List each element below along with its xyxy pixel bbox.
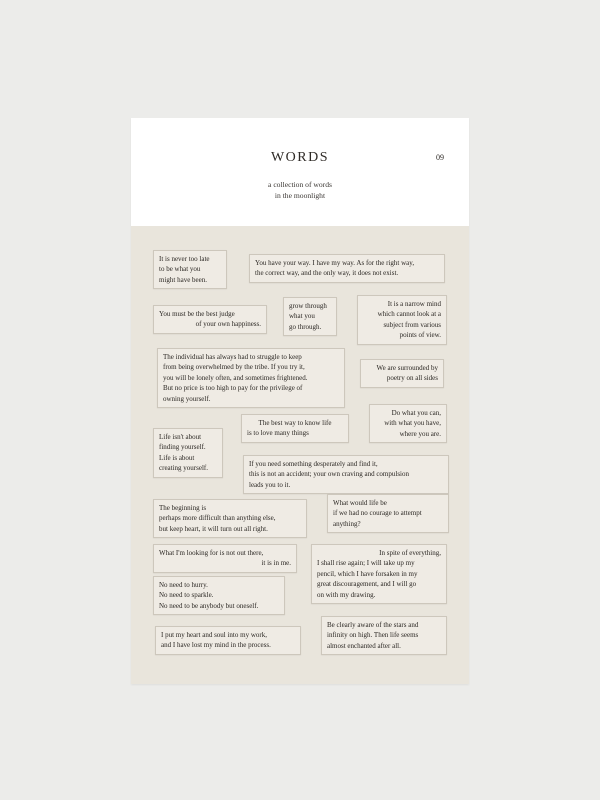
quote-sticker <box>321 616 447 655</box>
quote-line: creating yourself. <box>159 464 208 473</box>
quote-line: subject from various <box>383 320 441 329</box>
quote-sticker <box>155 626 301 655</box>
quote-line: is to love many things <box>247 429 309 438</box>
quote-sticker <box>153 544 297 573</box>
quote-line: finding yourself. <box>159 443 206 452</box>
quote-line: might have been. <box>159 275 208 284</box>
quote-line: with what you have, <box>384 419 441 428</box>
quote-line: leads you to it. <box>249 480 291 489</box>
quote-line: poetry on all sides <box>386 374 438 383</box>
quote-line: What I'm looking for is not out there, <box>159 549 264 557</box>
quote-sticker <box>360 359 444 388</box>
quote-line: Life isn't about <box>159 433 202 441</box>
sticker-area <box>131 226 469 684</box>
quote-sticker <box>153 250 227 289</box>
sticker-sheet <box>131 118 469 684</box>
quote-line: almost enchanted after all. <box>327 641 401 650</box>
quote-sticker <box>249 254 445 283</box>
quote-line: what you <box>289 312 315 321</box>
quote-line: anything? <box>333 519 361 528</box>
quote-sticker <box>327 494 449 533</box>
subtitle-line: a collection of words <box>268 180 332 189</box>
quote-sticker <box>153 576 285 615</box>
quote-sticker <box>357 295 447 345</box>
quote-line: The best way to know life <box>258 419 332 427</box>
quote-line: of your own happiness. <box>195 320 261 329</box>
quote-line: pencil, which I have forsaken in my <box>317 569 418 578</box>
quote-line: No need to sparkle. <box>159 591 214 600</box>
quote-line: and I have lost my mind in the process. <box>161 641 271 650</box>
quote-line: owning yourself. <box>163 394 211 403</box>
quote-line: to be what you <box>159 265 201 274</box>
quote-line: You have your way. I have my way. As for the right way, <box>255 259 415 267</box>
page-number: 09 <box>436 153 444 162</box>
quote-line: No need to be anybody but oneself. <box>159 601 259 610</box>
quote-sticker <box>157 348 345 408</box>
quote-line: Be clearly aware of the stars and <box>327 621 419 629</box>
quote-line: What would life be <box>333 499 387 507</box>
quote-line: great discouragement, and I will go <box>317 580 417 589</box>
quote-line: Life is about <box>159 453 195 462</box>
quote-line: go through. <box>289 322 322 331</box>
quote-line: if we had no courage to attempt <box>333 509 422 518</box>
quote-sticker <box>283 297 337 336</box>
sheet-subtitle <box>131 179 469 201</box>
quote-line: you will be lonely often, and sometimes frightened. <box>163 373 308 382</box>
quote-line: You must be the best judge <box>159 310 235 318</box>
quote-line: No need to hurry. <box>159 581 208 589</box>
quote-line: We are surrounded by <box>376 364 438 372</box>
quote-line: on with my drawing. <box>317 590 376 599</box>
quote-sticker <box>153 499 307 538</box>
quote-line: It is never too late <box>159 255 210 263</box>
subtitle-line: in the moonlight <box>274 191 326 200</box>
sheet-title: WORDS <box>270 150 330 165</box>
quote-line: but keep heart, it will turn out all right. <box>159 524 268 533</box>
quote-line: points of view. <box>399 331 441 340</box>
quote-line: But no price is too high to pay for the privilege of <box>163 384 303 393</box>
quote-sticker <box>241 414 349 443</box>
quote-line: it is in me. <box>261 559 291 568</box>
quote-line: the correct way, and the only way, it does not exist. <box>255 269 399 278</box>
quote-line: The beginning is <box>159 504 207 512</box>
quote-line: I shall rise again; I will take up my <box>317 559 415 568</box>
quote-line: where you are. <box>399 429 441 438</box>
quote-sticker <box>369 404 447 443</box>
quote-line: this is not an accident; your own craving and compulsion <box>249 470 409 479</box>
quote-line: It is a narrow mind <box>387 300 441 308</box>
quote-line: perhaps more difficult than anything else, <box>159 514 276 523</box>
quote-sticker <box>153 305 267 334</box>
quote-line: which cannot look at a <box>377 310 441 319</box>
quote-line: Do what you can, <box>391 409 441 417</box>
quote-line: I put my heart and soul into my work, <box>161 631 267 639</box>
quote-line: If you need something desperately and find it, <box>249 460 378 468</box>
quote-line: infinity on high. Then life seems <box>327 631 419 640</box>
quote-line: grow through <box>289 302 327 310</box>
quote-line: from being overwhelmed by the tribe. If you try it, <box>163 363 305 372</box>
quote-line: In spite of everything, <box>379 549 441 557</box>
quote-sticker <box>153 428 223 478</box>
quote-line: The individual has always had to struggle to keep <box>163 353 302 361</box>
quote-sticker <box>311 544 447 604</box>
quote-sticker <box>243 455 449 494</box>
sheet-header <box>131 118 469 226</box>
